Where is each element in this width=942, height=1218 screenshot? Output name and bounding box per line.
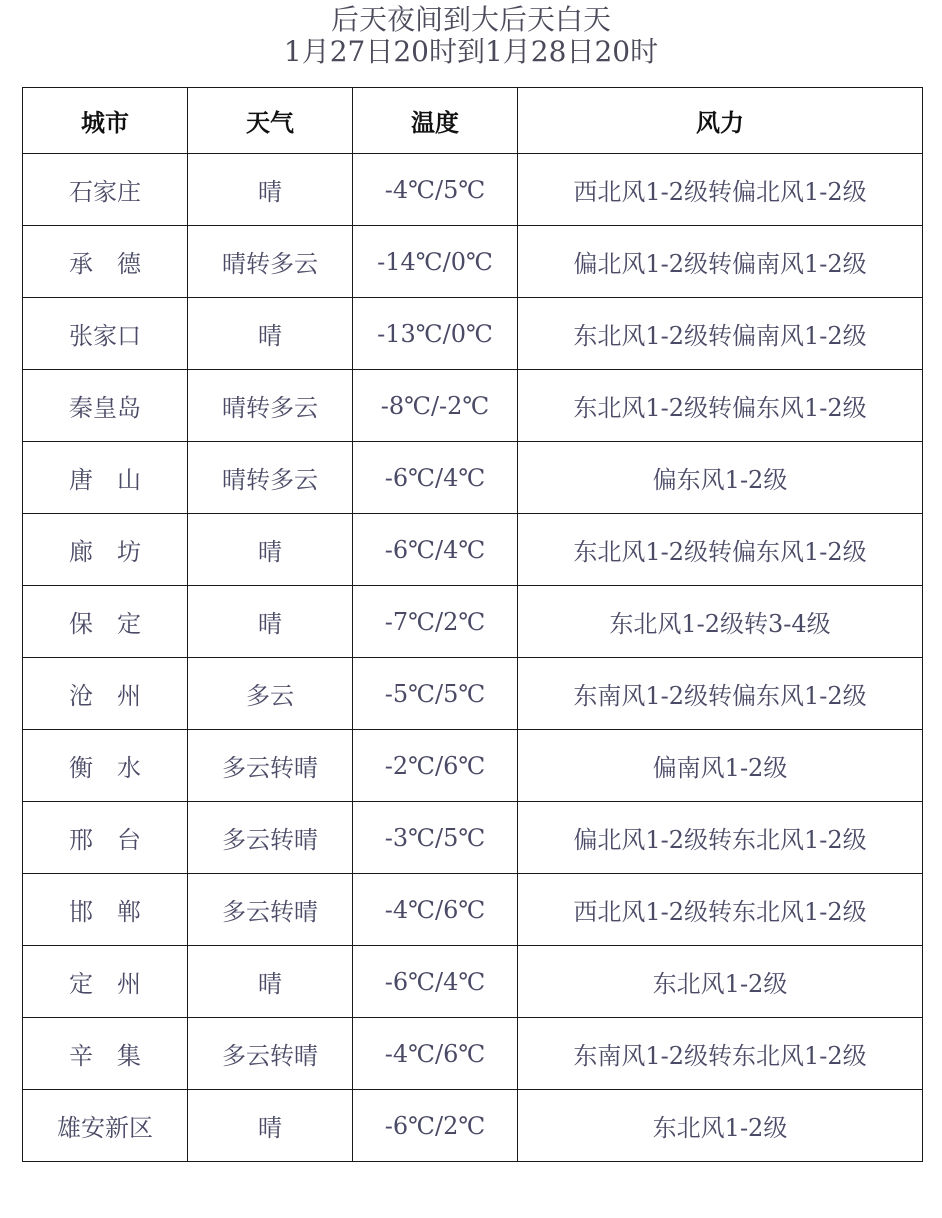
city-cell: 定 州 bbox=[23, 946, 188, 1018]
table-row bbox=[23, 586, 923, 658]
city-cell: 廊 坊 bbox=[23, 514, 188, 586]
weather-cell: 晴 bbox=[188, 514, 353, 586]
temperature-cell: -8℃/-2℃ bbox=[353, 370, 518, 442]
temperature-cell: -4℃/6℃ bbox=[353, 874, 518, 946]
wind-cell: 偏南风1-2级 bbox=[518, 730, 923, 802]
temperature-cell: -2℃/6℃ bbox=[353, 730, 518, 802]
table-row bbox=[23, 802, 923, 874]
temperature-cell: -4℃/5℃ bbox=[353, 154, 518, 226]
temperature-cell: -6℃/2℃ bbox=[353, 1090, 518, 1162]
table-row bbox=[23, 658, 923, 730]
weather-cell: 多云转晴 bbox=[188, 802, 353, 874]
city-cell: 张家口 bbox=[23, 298, 188, 370]
wind-cell: 西北风1-2级转偏北风1-2级 bbox=[518, 154, 923, 226]
table-row bbox=[23, 1090, 923, 1162]
city-cell: 辛 集 bbox=[23, 1018, 188, 1090]
weather-cell: 晴转多云 bbox=[188, 442, 353, 514]
table-row bbox=[23, 226, 923, 298]
table-header-row bbox=[23, 88, 923, 154]
weather-cell: 晴 bbox=[188, 154, 353, 226]
temperature-cell: -6℃/4℃ bbox=[353, 442, 518, 514]
city-cell: 沧 州 bbox=[23, 658, 188, 730]
temperature-cell: -7℃/2℃ bbox=[353, 586, 518, 658]
column-header-weather: 天气 bbox=[188, 88, 353, 154]
weather-cell: 晴 bbox=[188, 298, 353, 370]
table-row bbox=[23, 370, 923, 442]
table-row bbox=[23, 514, 923, 586]
wind-cell: 西北风1-2级转东北风1-2级 bbox=[518, 874, 923, 946]
wind-cell: 东北风1-2级 bbox=[518, 1090, 923, 1162]
temperature-cell: -13℃/0℃ bbox=[353, 298, 518, 370]
weather-cell: 晴转多云 bbox=[188, 370, 353, 442]
wind-cell: 偏东风1-2级 bbox=[518, 442, 923, 514]
weather-cell: 多云转晴 bbox=[188, 1018, 353, 1090]
title-line-2: 1月27日20时到1月28日20时 bbox=[283, 35, 659, 68]
table-row bbox=[23, 946, 923, 1018]
city-cell: 邢 台 bbox=[23, 802, 188, 874]
city-cell: 邯 郸 bbox=[23, 874, 188, 946]
forecast-table bbox=[22, 87, 923, 1162]
wind-cell: 东北风1-2级转偏东风1-2级 bbox=[518, 370, 923, 442]
table-row bbox=[23, 730, 923, 802]
city-cell: 保 定 bbox=[23, 586, 188, 658]
column-header-city: 城市 bbox=[23, 88, 188, 154]
city-cell: 秦皇岛 bbox=[23, 370, 188, 442]
wind-cell: 东南风1-2级转偏东风1-2级 bbox=[518, 658, 923, 730]
table-row bbox=[23, 1018, 923, 1090]
column-header-temperature: 温度 bbox=[353, 88, 518, 154]
city-cell: 唐 山 bbox=[23, 442, 188, 514]
weather-cell: 多云转晴 bbox=[188, 874, 353, 946]
weather-cell: 晴 bbox=[188, 586, 353, 658]
city-cell: 承 德 bbox=[23, 226, 188, 298]
wind-cell: 偏北风1-2级转东北风1-2级 bbox=[518, 802, 923, 874]
temperature-cell: -6℃/4℃ bbox=[353, 514, 518, 586]
table-row bbox=[23, 874, 923, 946]
column-header-wind: 风力 bbox=[518, 88, 923, 154]
weather-cell: 晴 bbox=[188, 1090, 353, 1162]
wind-cell: 东北风1-2级转偏南风1-2级 bbox=[518, 298, 923, 370]
weather-cell: 多云转晴 bbox=[188, 730, 353, 802]
temperature-cell: -4℃/6℃ bbox=[353, 1018, 518, 1090]
city-cell: 石家庄 bbox=[23, 154, 188, 226]
wind-cell: 偏北风1-2级转偏南风1-2级 bbox=[518, 226, 923, 298]
temperature-cell: -3℃/5℃ bbox=[353, 802, 518, 874]
temperature-cell: -14℃/0℃ bbox=[353, 226, 518, 298]
table-row bbox=[23, 154, 923, 226]
weather-cell: 晴转多云 bbox=[188, 226, 353, 298]
wind-cell: 东北风1-2级转3-4级 bbox=[518, 586, 923, 658]
city-cell: 衡 水 bbox=[23, 730, 188, 802]
city-cell: 雄安新区 bbox=[23, 1090, 188, 1162]
temperature-cell: -5℃/5℃ bbox=[353, 658, 518, 730]
wind-cell: 东南风1-2级转东北风1-2级 bbox=[518, 1018, 923, 1090]
title-line-1: 后天夜间到大后天白天 bbox=[330, 3, 611, 36]
wind-cell: 东北风1-2级转偏东风1-2级 bbox=[518, 514, 923, 586]
page-title bbox=[0, 4, 942, 68]
weather-cell: 多云 bbox=[188, 658, 353, 730]
table-row bbox=[23, 298, 923, 370]
weather-cell: 晴 bbox=[188, 946, 353, 1018]
wind-cell: 东北风1-2级 bbox=[518, 946, 923, 1018]
temperature-cell: -6℃/4℃ bbox=[353, 946, 518, 1018]
table-row bbox=[23, 442, 923, 514]
